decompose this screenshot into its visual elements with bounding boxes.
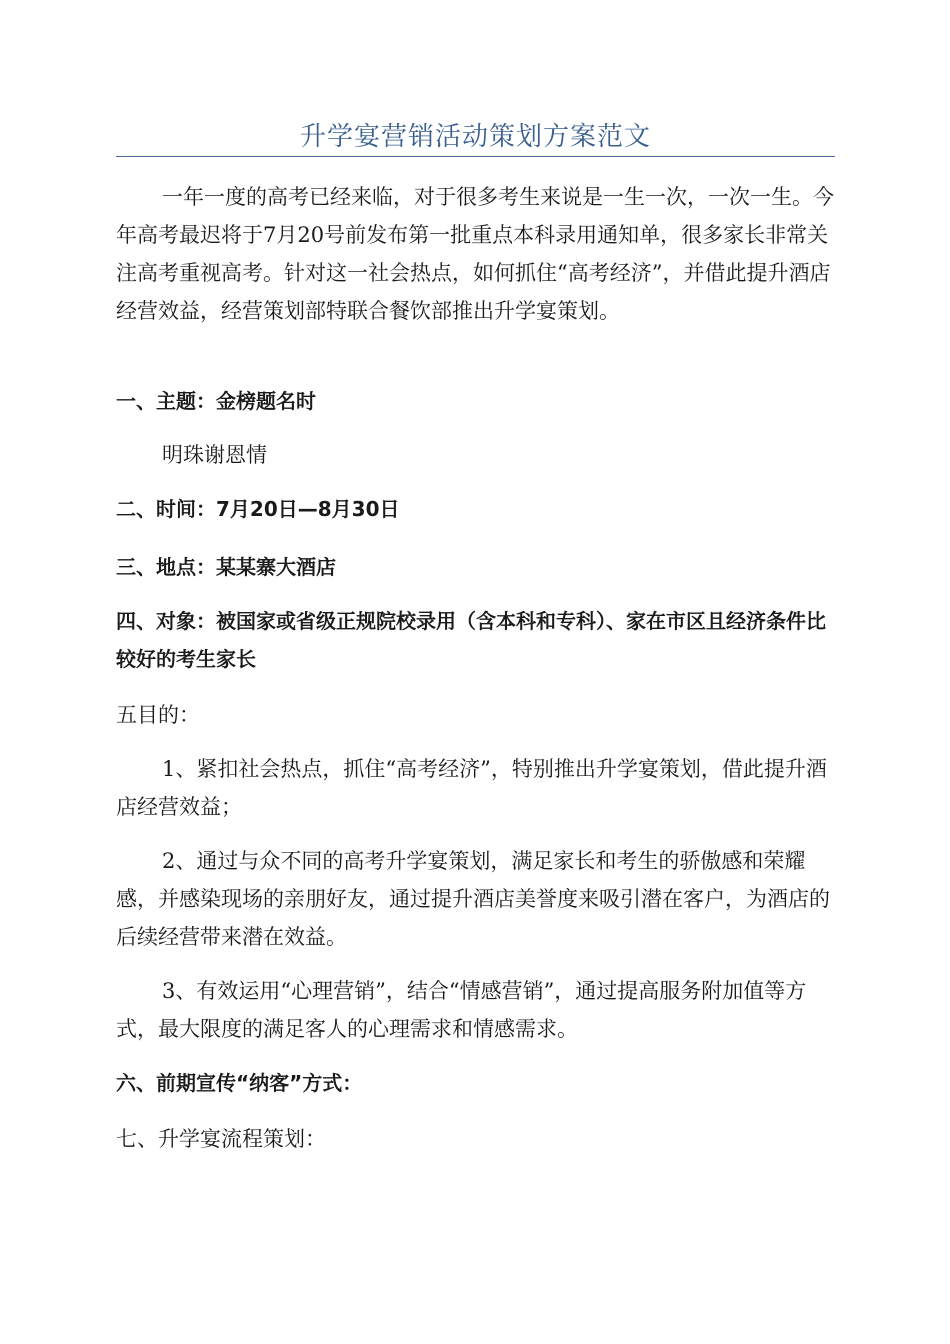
section-theme-heading: 一、主题：金榜题名时 xyxy=(116,389,316,413)
document-title: 升学宴营销活动策划方案范文 xyxy=(299,122,651,152)
section-target-heading: 四、对象：被国家或省级正规院校录用（含本科和专科）、家在市区且经济条件比较好的考生家长 xyxy=(116,609,826,671)
section-location-heading: 三、地点：某某寨大酒店 xyxy=(116,555,336,579)
purpose-item-1: 1、紧扣社会热点，抓住“高考经济”，特别推出升学宴策划，借此提升酒店经营效益； xyxy=(116,757,827,819)
section-time-heading: 二、时间：7月20日—8月30日 xyxy=(116,497,400,521)
section-purpose-heading: 五目的： xyxy=(116,703,200,727)
section-promotion-heading: 六、前期宣传“纳客”方式： xyxy=(116,1071,363,1095)
purpose-item-3: 3、有效运用“心理营销”，结合“情感营销”，通过提高服务附加值等方式，最大限度的满足客人的心理需求和情感需求。 xyxy=(116,979,807,1041)
intro-paragraph: 一年一度的高考已经来临，对于很多考生来说是一生一次，一次一生。今年高考最迟将于7月20号前发布第一批重点本科录用通知单，很多家长非常关注高考重视高考。针对这一社会热点，如何抓住“高考经济”，并借此提升酒店经营效益，经营策划部特联合餐饮部推出升学宴策划。 xyxy=(116,185,834,323)
purpose-item-2: 2、通过与众不同的高考升学宴策划，满足家长和考生的骄傲感和荣耀感，并感染现场的亲朋好友，通过提升酒店美誉度来吸引潜在客户，为酒店的后续经营带来潜在效益。 xyxy=(116,849,830,949)
section-theme-subtitle: 明珠谢恩情 xyxy=(162,443,267,467)
title-block xyxy=(116,112,835,157)
section-flow-heading: 七、升学宴流程策划： xyxy=(116,1127,326,1151)
